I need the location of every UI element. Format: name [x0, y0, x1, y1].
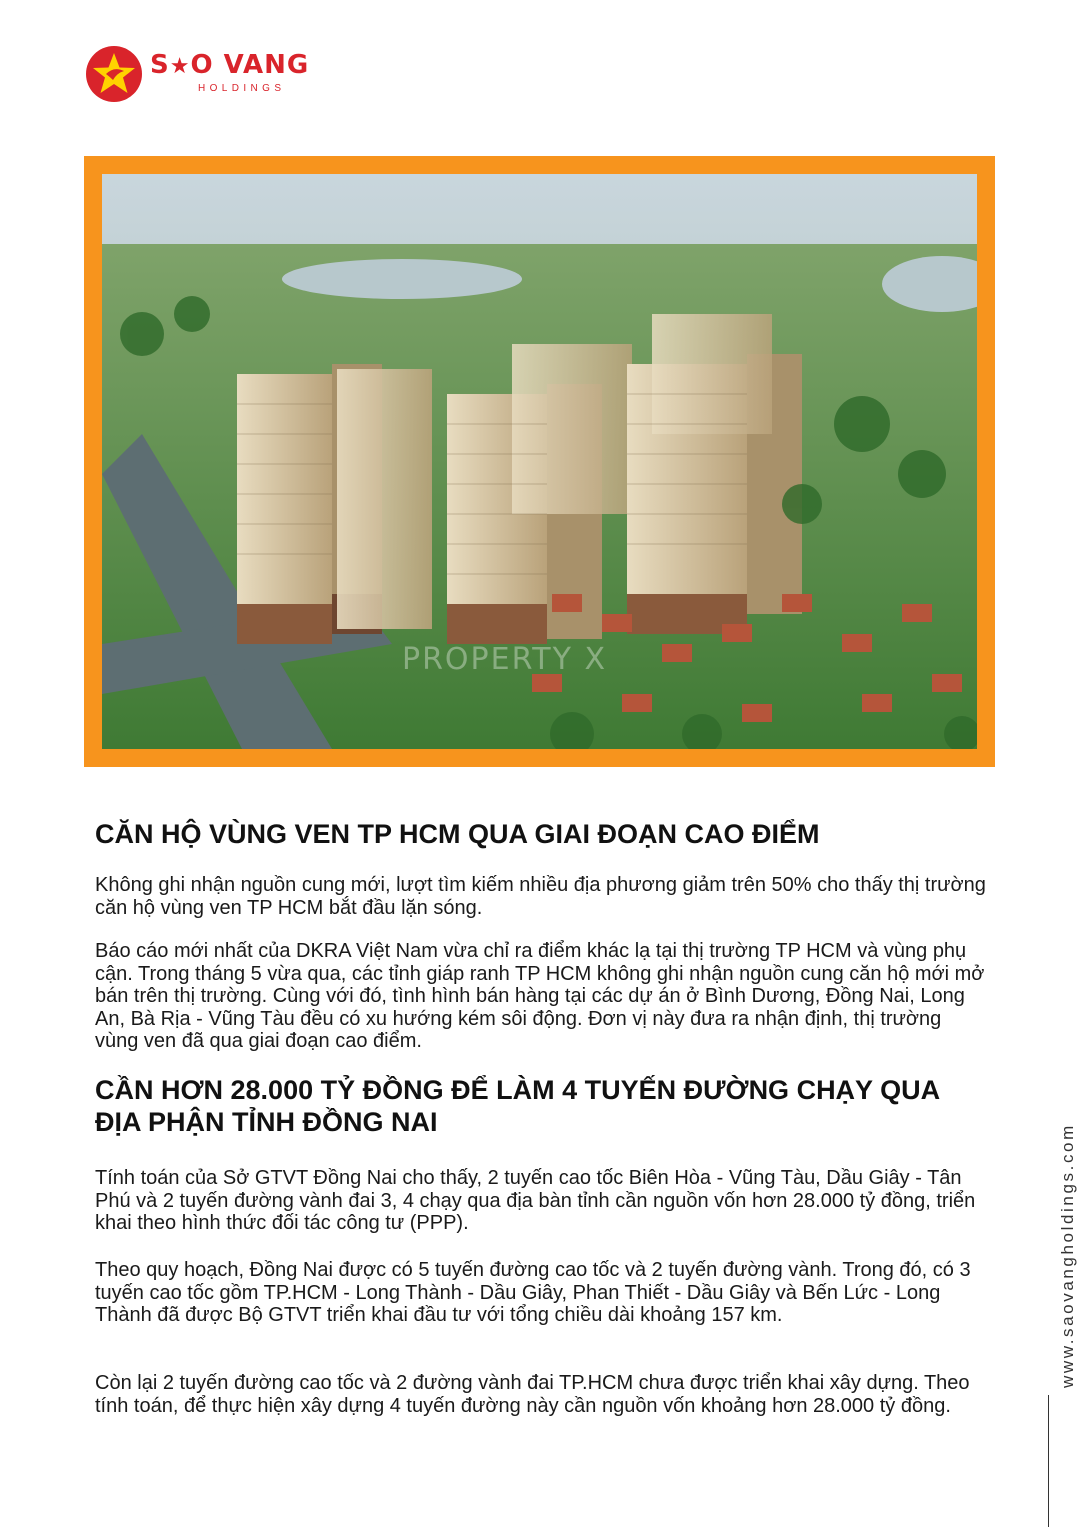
- paragraph: Báo cáo mới nhất của DKRA Việt Nam vừa chỉ ra điểm khác lạ tại thị trường TP HCM và vùng phụ cận. Trong tháng 5 vừa qua, các tỉnh giáp ranh TP HCM không ghi nhận nguồn cung căn hộ mới mở bán trên thị trường. Cùng với đó, tình hình bán hàng tại các dự án ở Bình Dương, Đồng Nai, Long An, Bà Rịa - Vũng Tàu đều có xu hướng kém sôi động. Đơn vị này đưa ra nhận định, thị trường vùng ven đã qua giai đoạn cao điểm.: [95, 940, 985, 1053]
- watermark-text: PROPERTY X: [402, 642, 607, 677]
- brand-wordmark: [150, 50, 309, 96]
- star-letter-icon: ★: [169, 54, 191, 79]
- paragraph: Còn lại 2 tuyến đường cao tốc và 2 đường vành đai TP.HCM chưa được triển khai xây dựng. Theo tính toán, để thực hiện xây dựng 4 tuyến đường này cần nguồn vốn khoảng hơn 28.000 tỷ đồng.: [95, 1372, 970, 1417]
- website-text: www.saovangholdings.com: [1058, 1123, 1077, 1388]
- brand-logo: [84, 44, 314, 104]
- paragraph: Theo quy hoạch, Đồng Nai được có 5 tuyến đường cao tốc và 2 tuyến đường vành. Trong đó, có 3 tuyến cao tốc gồm TP.HCM - Long Thành - Dầu Giây, Phan Thiết - Dầu Giây và Bến Lức - Long Thành đã được Bộ GTVT triển khai đầu tư với tổng chiều dài khoảng 157 km.: [95, 1259, 971, 1327]
- star-logo-icon: [84, 44, 144, 104]
- paragraph: Tính toán của Sở GTVT Đồng Nai cho thấy, 2 tuyến cao tốc Biên Hòa - Vũng Tàu, Dầu Giây - Tân Phú và 2 tuyến đường vành đai 3, 4 chạy qua địa bàn tỉnh cần nguồn vốn hơn 28.000 tỷ đồng, triển khai theo hình thức đối tác công tư (PPP).: [95, 1167, 976, 1235]
- brand-name: S★O VANG: [150, 50, 310, 80]
- section-heading-1: CĂN HỘ VÙNG VEN TP HCM QUA GIAI ĐOẠN CAO ĐIỂM: [95, 819, 820, 849]
- hero-image-frame: [84, 156, 995, 767]
- apartment-rendering-image: [102, 174, 977, 749]
- side-divider: [1048, 1395, 1049, 1527]
- brand-subtitle: HOLDINGS: [198, 83, 286, 94]
- section-heading-2: CẦN HƠN 28.000 TỶ ĐỒNG ĐỂ LÀM 4 TUYẾN ĐƯỜNG CHẠY QUA ĐỊA PHẬN TỈNH ĐỒNG NAI: [95, 1075, 940, 1137]
- paragraph: Không ghi nhận nguồn cung mới, lượt tìm kiếm nhiều địa phương giảm trên 50% cho thấy thị trường căn hộ vùng ven TP HCM bắt đầu lặn sóng.: [95, 874, 986, 919]
- website-vertical: [1036, 1090, 1077, 1390]
